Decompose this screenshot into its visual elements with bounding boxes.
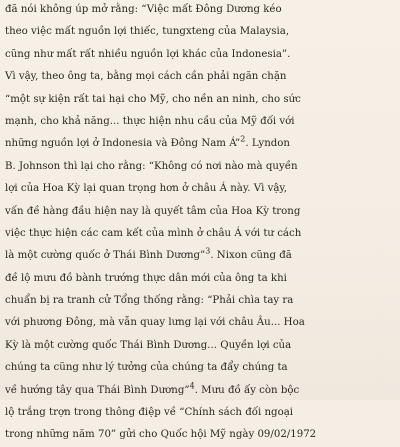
text-line: chuẩn bị ra tranh cử Tổng thống rằng: “Phải chìa tay ra [5,295,294,307]
text-line: đề lộ mưu đồ bành trướng thực dân mới của ông ta khi [5,272,287,284]
text-line: việc thực hiện các cam kết của mình ở châu Á với tư cách [5,227,302,239]
text-line: cũng như mất rất nhiều nguồn lợi khác của Indonesia”. [5,48,291,60]
footnote-marker: 3 [205,246,211,256]
text-line: với phương Đông, mà vẫn quay lưng lại với châu Âu... Hoa [5,317,305,329]
text-line: vấn đề hàng đầu hiện nay là quyết tâm của Hoa Kỳ trong [5,205,301,217]
text-line: về hướng tây qua Thái Bình Dương”$^4$. Mưu đồ ấy còn bộc [5,381,300,396]
text-line: đã nói không úp mở rằng: “Việc mất Đông Dương kéo [5,4,282,15]
text-line: “một sự kiện rất tai hại cho Mỹ, cho nền an ninh, cho sức [5,93,301,105]
text-line: Vì vậy, theo ông ta, bằng mọi cách cần phải ngăn chặn [5,71,287,83]
body-text [5,0,395,447]
footnote-marker: 2 [240,134,246,144]
text-line: mạnh, cho khả năng... thực hiện nhu cầu của Mỹ đối với [5,115,295,127]
text-line: Kỳ là một cường quốc Thái Bình Dương... Quyền lợi của [5,339,292,351]
text-line: lộ trắng trợn trong thông điệp về “Chính sách đối ngoại [5,407,294,419]
text-line: chúng ta cũng như lý tưởng của chúng ta đẩy chúng ta [5,362,288,374]
text-line: lợi của Hoa Kỳ lại quan trọng hơn ở châu Á này. Vì vậy, [5,183,288,195]
text-line: theo việc mất nguồn lợi thiếc, tungxteng của Malaysia, [5,26,290,38]
footnote-marker: 4 [189,381,195,391]
text-line: B. Johnson thì lại cho rằng: “Không có nơi nào mà quyền [5,160,298,172]
text-line: trong những năm 70” gửi cho Quốc hội Mỹ ngày 09/02/1972 [5,429,317,441]
text-line: những nguồn lợi ở Indonesia và Đông Nam Á”$^2$. Lyndon [5,134,290,150]
text-line: là một cường quốc ở Thái Bình Dương”$^3$. Nixon cũng đã [5,246,292,262]
